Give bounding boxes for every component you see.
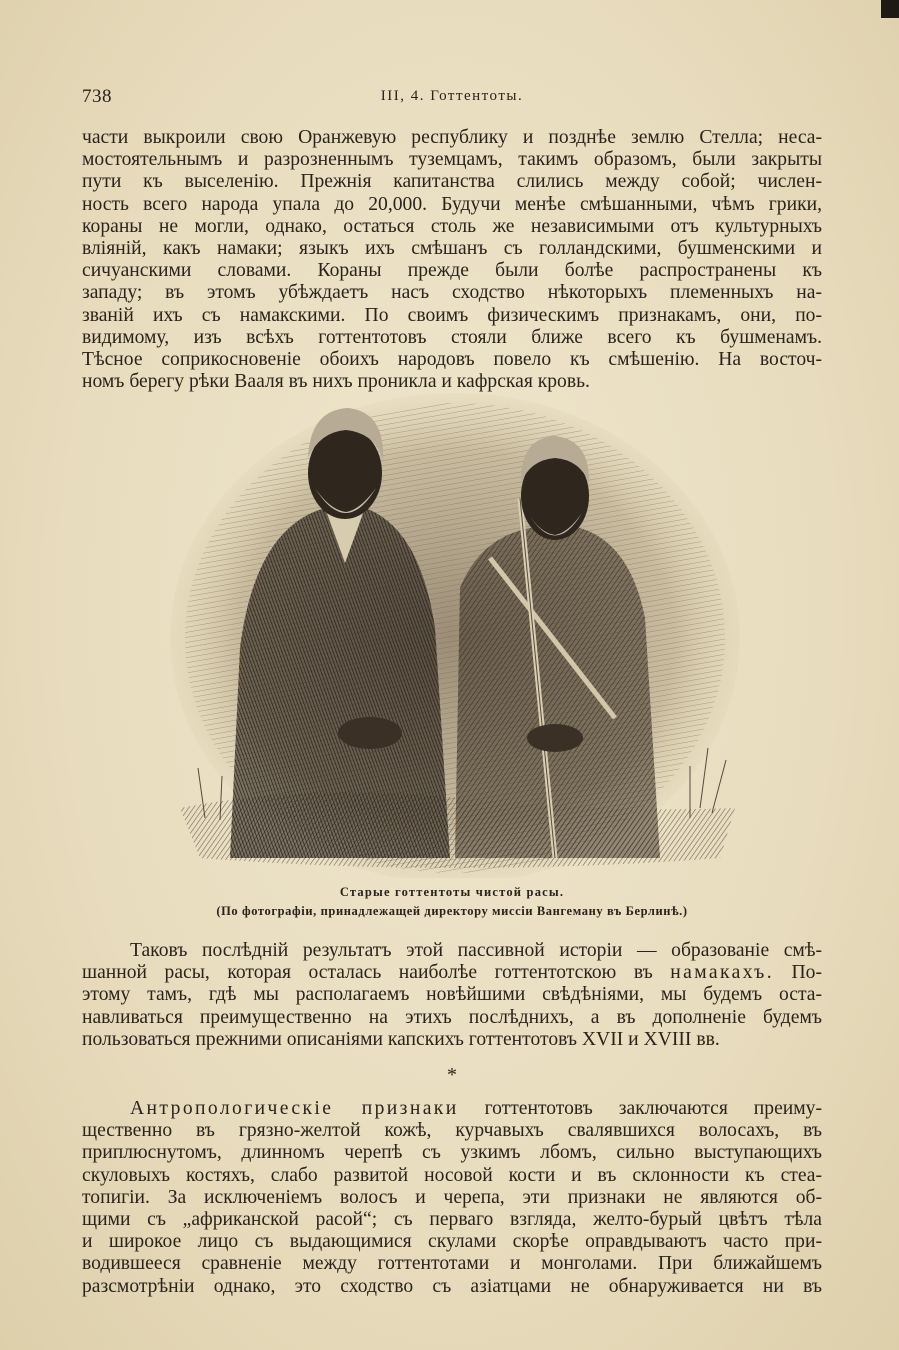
text-line: части выкроили свою Оранжевую республику и позднѣе землю Стелла; неса- — [82, 127, 822, 148]
text-line: разсмотрѣніи однако, это сходство съ азіатцами не обнаруживается ни въ — [82, 1275, 822, 1297]
page-header — [82, 86, 822, 110]
text-line: водившееся сравненіе между готтентотами и монголами. При ближайшемъ — [82, 1253, 822, 1275]
text-line: этому тамъ, гдѣ мы располагаемъ новѣйшими свѣдѣніями, мы будемъ оста- — [82, 984, 822, 1006]
text-line: щественно въ грязно-желтой кожѣ, курчавыхъ свалявшихся волосахъ, въ — [82, 1120, 822, 1142]
running-title: III, 4. Готтентоты. — [380, 88, 524, 104]
paragraph-3 — [82, 1098, 822, 1298]
paragraph-2 — [82, 940, 822, 1051]
text-line: приплюснутомъ, длинномъ черепѣ съ узкимъ лбомъ, сильно выступающихъ — [82, 1142, 822, 1164]
text-line: пользоваться прежними описаніями капскихъ готтентотовъ XVII и XVIII вв. — [82, 1028, 720, 1050]
figure-caption-title: Старые готтентоты чистой расы. — [339, 885, 565, 899]
text-line: мостоятельнымъ и разрозненнымъ туземцамъ, такимъ образомъ, были закрыты — [82, 149, 822, 171]
spaced-emphasis: намакахъ. — [670, 962, 774, 984]
text-line: кораны не могли, однако, остаться столь же независимыми отъ культурныхъ — [82, 215, 822, 237]
text-line: скуловыхъ костяхъ, слабо развитой носовой кости и въ склонности къ стеа- — [82, 1164, 822, 1186]
text-fragment: шанной расы, которая осталась наиболѣе готтентотскою въ — [82, 962, 653, 984]
text-line: Тѣсное соприкосновеніе обоихъ народовъ повело къ смѣшенію. На восточ- — [82, 348, 822, 370]
paragraph-1 — [82, 127, 822, 393]
text-line: западу; въ этомъ убѣждаетъ насъ сходство нѣкоторыхъ племенныхъ на- — [82, 282, 822, 304]
text-line: номъ берегу рѣки Вааля въ нихъ проникла и кафрская кровь. — [82, 371, 590, 393]
text-line: видимому, изъ всѣхъ готтентотовъ стояли ближе всего къ бушменамъ. — [82, 326, 822, 348]
text-line: вліяній, какъ намаки; языкъ ихъ смѣшанъ съ голландскими, бушменскими и — [82, 237, 822, 259]
text-line: и широкое лицо съ выдающимися скулами скорѣе оправдываютъ часто при- — [82, 1231, 822, 1253]
text-line: щими съ „африканской расой“; съ перваго взгляда, желто-бурый цвѣтъ тѣла — [82, 1208, 822, 1230]
text-line: Таковъ послѣдній результатъ этой пассивной исторіи — образованіе смѣ- — [130, 940, 822, 961]
text-line: ность всего народа упала до 20,000. Будучи менѣе смѣшанными, чѣмъ грики, — [82, 193, 822, 215]
text-line: сичуанскими словами. Кораны прежде были болѣе распространены къ — [82, 260, 822, 282]
page-number: 738 — [82, 86, 112, 107]
text-line — [82, 962, 822, 984]
text-fragment: По- — [774, 962, 822, 984]
engraving-two-old-men-portrait-icon — [160, 388, 750, 878]
text-line: званій ихъ съ намакскими. По своимъ физическимъ признакамъ, они, по- — [82, 304, 822, 326]
text-line: пути къ выселенію. Прежнія капитанства слились между собой; числен- — [82, 171, 822, 193]
engraving-illustration — [160, 388, 750, 878]
section-divider-asterisk: * — [447, 1064, 457, 1086]
text-line — [82, 1098, 822, 1120]
spaced-emphasis: Антропологическіе признаки — [130, 1098, 459, 1119]
scan-corner-mark — [881, 0, 899, 18]
text-fragment: готтентотовъ заключаются преиму- — [458, 1098, 822, 1119]
text-line: навливаться преимущественно на этихъ послѣднихъ, а въ дополненіе будемъ — [82, 1006, 822, 1028]
figure-caption-source: (По фотографіи, принадлежащей директору миссіи Вангеману въ Берлинѣ.) — [216, 904, 688, 918]
text-line: топигіи. За исключеніемъ волосъ и черепа, эти признаки не являются об- — [82, 1186, 822, 1208]
